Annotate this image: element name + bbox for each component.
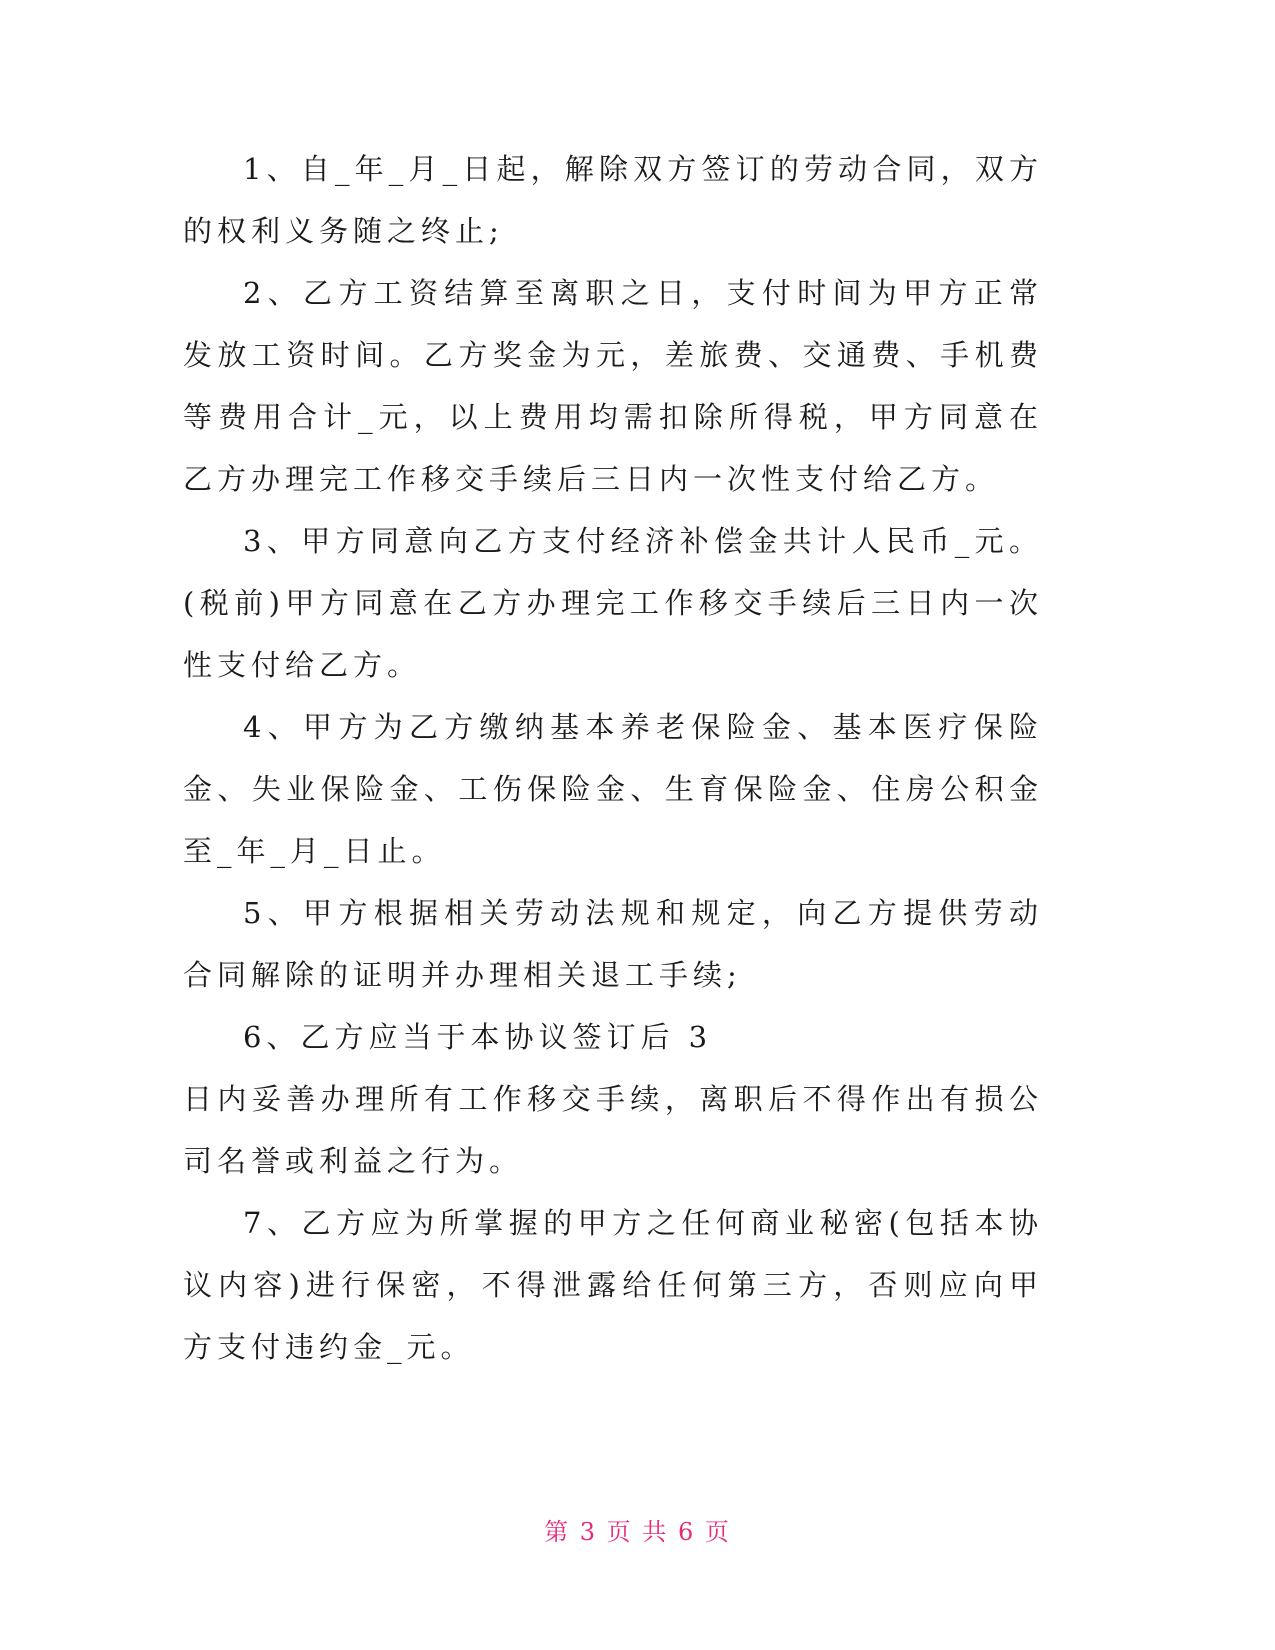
agreement-body xyxy=(183,138,1043,1378)
clause-5: 5、甲方根据相关劳动法规和规定，向乙方提供劳动合同解除的证明并办理相关退工手续; xyxy=(183,896,1043,992)
clause-1: 1、自_年_月_日起，解除双方签订的劳动合同，双方的权利义务随之终止; xyxy=(183,152,1043,248)
page-number-footer: 第 3 页 共 6 页 xyxy=(544,1518,731,1546)
clause-4: 4、甲方为乙方缴纳基本养老保险金、基本医疗保险金、失业保险金、工伤保险金、生育保险金、住房公积金至_年_月_日止。 xyxy=(183,710,1043,868)
clause-3: 3、甲方同意向乙方支付经济补偿金共计人民币_元。(税前)甲方同意在乙方办理完工作移交手续后三日内一次性支付给乙方。 xyxy=(183,524,1043,682)
clause-7: 7、乙方应为所掌握的甲方之任何商业秘密(包括本协议内容)进行保密，不得泄露给任何第三方，否则应向甲方支付违约金_元。 xyxy=(183,1206,1043,1364)
clause-2: 2、乙方工资结算至离职之日，支付时间为甲方正常发放工资时间。乙方奖金为元，差旅费、交通费、手机费等费用合计_元，以上费用均需扣除所得税，甲方同意在乙方办理完工作移交手续后三日内一次性支付给乙方。 xyxy=(183,276,1043,496)
clause-6: 6、乙方应当于本协议签订后 3 xyxy=(243,1020,713,1054)
clause-6-continuation: 日内妥善办理所有工作移交手续，离职后不得作出有损公司名誉或利益之行为。 xyxy=(183,1082,1043,1178)
